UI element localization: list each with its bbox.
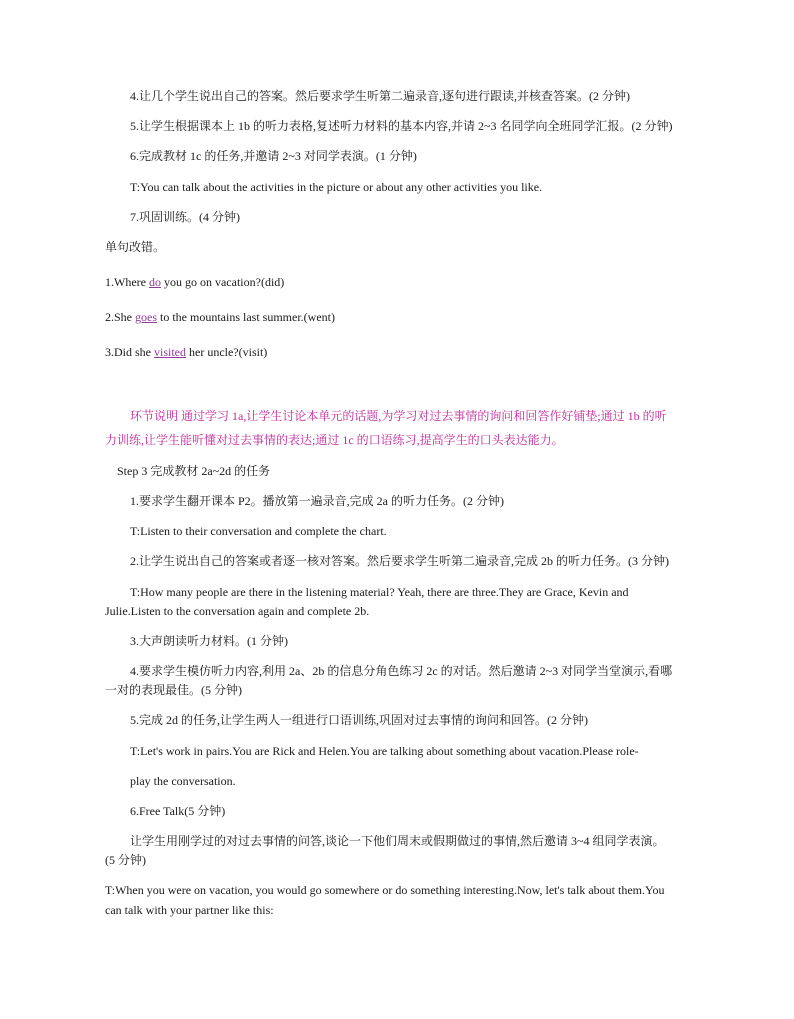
step-item-5: 5.完成 2d 的任务,让学生两人一组进行口语训练,巩固对过去事情的询问和回答。(2 分钟) bbox=[130, 713, 588, 727]
teacher-line: T:You can talk about the activities in the picture or about any other activities you like. bbox=[130, 180, 543, 194]
teacher-line: can talk with your partner like this: bbox=[105, 903, 274, 917]
step-item-6: 让学生用刚学过的对过去事情的问答,谈论一下他们周末或假期做过的事情,然后邀请 3~4 组同学表演。 bbox=[130, 834, 665, 848]
step-item-5: 5.让学生根据课本上 1b 的听力表格,复述听力材料的基本内容,并请 2~3 名同学向全班同学汇报。(2 分钟) bbox=[130, 119, 673, 133]
section-note: 环节说明 通过学习 1a,让学生讨论本单元的话题,为学习对过去事情的询问和回答作好铺垫;通过 1b 的听 bbox=[130, 409, 667, 423]
exercise-text: 3.Did she bbox=[105, 345, 154, 359]
teacher-line: play the conversation. bbox=[130, 774, 236, 788]
step-item-1: 1.要求学生翻开课本 P2。播放第一遍录音,完成 2a 的听力任务。(2 分钟) bbox=[130, 494, 504, 508]
teacher-line: T:How many people are there in the listening material? Yeah, there are three.They are Grace, Kevin and bbox=[130, 585, 629, 599]
exercise-text: you go on vacation?(did) bbox=[160, 275, 285, 289]
exercise-text: to the mountains last summer.(went) bbox=[157, 310, 335, 324]
step-item-4: 4.让几个学生说出自己的答案。然后要求学生听第二遍录音,逐句进行跟读,并核查答案。(2 分钟) bbox=[130, 89, 630, 103]
exercise-heading: 单句改错。 bbox=[105, 240, 166, 254]
step-item-2: 2.让学生说出自己的答案或者逐一核对答案。然后要求学生听第二遍录音,完成 2b 的听力任务。(3 分钟) bbox=[130, 554, 669, 568]
exercise-text: 1.Where bbox=[105, 275, 149, 289]
step-item-6: (5 分钟) bbox=[105, 853, 146, 867]
exercise-text: her uncle?(visit) bbox=[186, 345, 268, 359]
teacher-line: Julie.Listen to the conversation again and complete 2b. bbox=[105, 604, 370, 618]
exercise-text: 2.She bbox=[105, 310, 135, 324]
teacher-line: T:When you were on vacation, you would go somewhere or do something interesting.Now, let's talk about them.You bbox=[105, 883, 665, 897]
step-heading: Step 3 完成教材 2a~2d 的任务 bbox=[117, 464, 271, 478]
error-word: do bbox=[148, 275, 161, 289]
teacher-line: T:Listen to their conversation and complete the chart. bbox=[130, 524, 387, 538]
section-note: 力训练,让学生能听懂对过去事情的表达;通过 1c 的口语练习,提高学生的口头表达能力。 bbox=[105, 433, 564, 447]
exercise-item bbox=[105, 309, 335, 325]
error-word: visited bbox=[154, 345, 186, 359]
exercise-item bbox=[105, 344, 267, 360]
step-item-4: 一对的表现最佳。(5 分钟) bbox=[105, 683, 242, 697]
step-item-4: 4.要求学生模仿听力内容,利用 2a、2b 的信息分角色练习 2c 的对话。然后邀请 2~3 对同学当堂演示,看哪 bbox=[130, 664, 673, 678]
step-item-7: 7.巩固训练。(4 分钟) bbox=[130, 210, 240, 224]
step-item-3: 3.大声朗读听力材料。(1 分钟) bbox=[130, 634, 288, 648]
step-item-6: 6.完成教材 1c 的任务,并邀请 2~3 对同学表演。(1 分钟) bbox=[130, 149, 417, 163]
error-word: goes bbox=[135, 310, 157, 324]
step-item-6: 6.Free Talk(5 分钟) bbox=[130, 804, 226, 818]
exercise-item bbox=[105, 274, 284, 290]
teacher-line: T:Let's work in pairs.You are Rick and Helen.You are talking about something about vacation.Please role- bbox=[130, 744, 639, 758]
